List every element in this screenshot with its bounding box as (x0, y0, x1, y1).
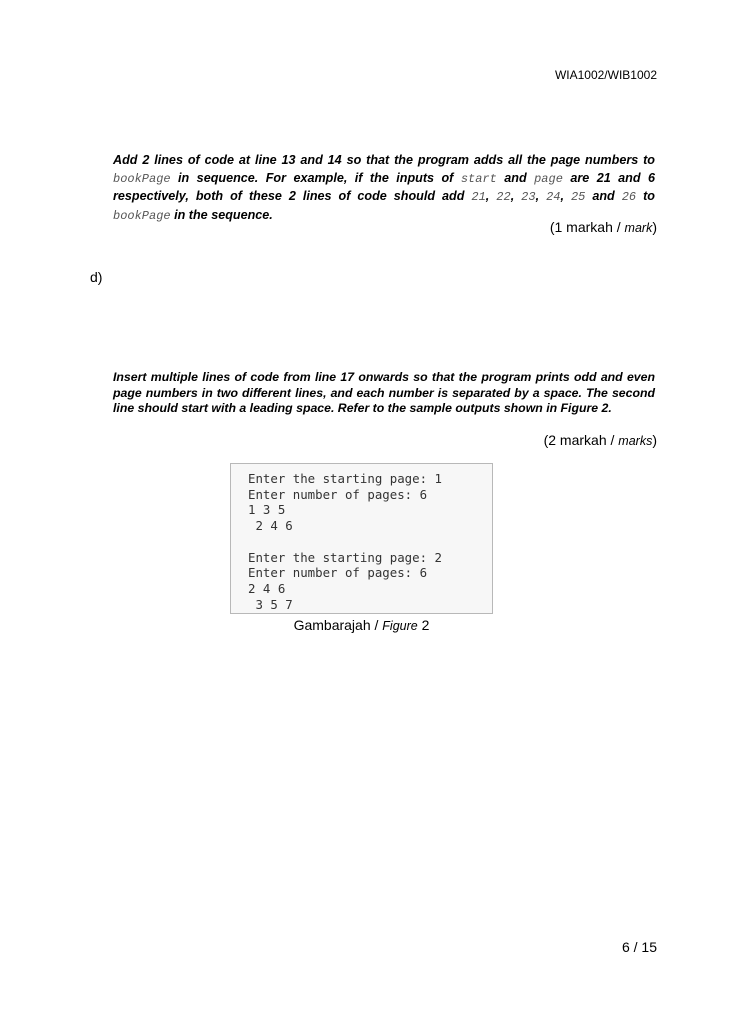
code-start: start (460, 171, 497, 186)
marks-d: (2 markah / marks) (543, 432, 657, 448)
page-number: 6 / 15 (621, 939, 657, 955)
question-d-label: d) (90, 269, 103, 285)
sample-output-text: Enter the starting page: 1 Enter number of pages: 6 1 3 5 2 4 6 Enter the starting page: 2 Enter number of pages: 6 2 4 6 3 5 7 (248, 471, 442, 612)
code-page: page (534, 171, 563, 186)
code-bookpage: bookPage (113, 171, 171, 186)
code-bookpage-2: bookPage (113, 208, 171, 223)
question-d-text: Insert multiple lines of code from line 17 onwards so that the program prints odd and even page numbers in two different lines, and each number is separated by a space. The second line should start with a leading space. Refer to the sample outputs shown in Figure 2. (113, 370, 655, 415)
sample-output-box (230, 463, 493, 614)
question-c-text: Add 2 lines of code at line 13 and 14 so that the program adds all the page numbers to bookPage in sequence. For example, if the inputs of start and page are 21 and 6 respectively, both of these 2 lines of code should add 21, 22, 23, 24, 25 and 26 to bookPage in the sequence. (113, 153, 655, 223)
marks-c: (1 markah / mark) (549, 219, 657, 235)
course-code: WIA1002/WIB1002 (554, 68, 657, 82)
figure-caption: Gambarajah / Figure 2 (293, 617, 430, 633)
